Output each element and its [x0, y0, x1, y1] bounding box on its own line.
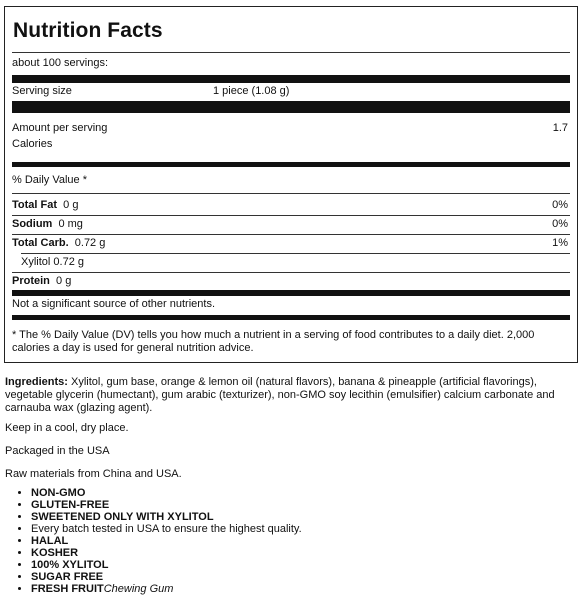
nutrient-amount: 0 g — [63, 199, 79, 211]
nutrient-name: Total Carb. — [12, 237, 69, 249]
nutrient-dv: 0% — [552, 218, 568, 230]
feature-text: NON-GMO — [31, 487, 86, 499]
nutrient-name: Xylitol — [21, 256, 51, 268]
feature-item — [31, 523, 302, 535]
serving-size-value: 1 piece (1.08 g) — [213, 85, 290, 97]
calories-label: Calories — [12, 138, 53, 150]
amount-per-serving-label: Amount per serving — [12, 122, 108, 134]
amount-per-serving-row — [12, 122, 570, 135]
feature-text: HALAL — [31, 535, 69, 547]
raw-materials: Raw materials from China and USA. — [5, 468, 182, 480]
storage-instruction: Keep in a cool, dry place. — [5, 422, 129, 434]
feature-item — [31, 559, 302, 571]
feature-item — [31, 571, 302, 583]
servings-per-container: about 100 servings: — [12, 57, 109, 69]
feature-text: KOSHER — [31, 547, 79, 559]
medium-divider — [12, 315, 570, 320]
not-significant-note: Not a significant source of other nutrients. — [12, 298, 215, 310]
feature-item — [31, 487, 302, 499]
serving-size-label: Serving size — [12, 85, 72, 97]
nutrient-name: Total Fat — [12, 199, 58, 211]
nutrient-dv: 0% — [552, 199, 568, 211]
nutrient-row-xylitol — [21, 256, 570, 269]
divider — [12, 52, 570, 53]
calories-value: 1.7 — [552, 122, 568, 134]
divider — [21, 253, 570, 254]
ingredients-label: Ingredients: — [5, 376, 68, 388]
feature-item — [31, 499, 302, 511]
feature-text: 100% XYLITOL — [31, 559, 109, 571]
nutrition-facts-panel — [4, 6, 578, 363]
feature-item — [31, 511, 302, 523]
daily-value-footnote: * The % Daily Value (DV) tells you how much a nutrient in a serving of food contributes to a daily diet. 2,000 calories a day is used for general nutrition advice. — [12, 329, 535, 354]
thick-divider — [12, 75, 570, 83]
serving-size-row — [12, 85, 570, 98]
feature-text: Every batch tested in USA to ensure the highest quality. — [31, 523, 302, 535]
feature-item — [31, 583, 302, 595]
medium-divider — [12, 290, 570, 296]
nutrient-amount: 0.72 g — [74, 237, 106, 249]
nutrient-dv: 1% — [552, 237, 568, 249]
nutrient-name: Protein — [12, 275, 50, 287]
feature-text: FRESH FRUIT — [31, 583, 104, 595]
feature-text: SUGAR FREE — [31, 571, 104, 583]
daily-value-header: % Daily Value * — [12, 174, 87, 186]
nutrient-row-protein — [12, 275, 570, 288]
packaged-in: Packaged in the USA — [5, 445, 110, 457]
feature-text: SWEETENED ONLY WITH XYLITOL — [31, 511, 214, 523]
feature-text: GLUTEN-FREE — [31, 499, 110, 511]
nutrient-row-total-fat — [12, 199, 570, 212]
divider — [12, 234, 570, 235]
divider — [12, 272, 570, 273]
nutrient-amount: 0.72 g — [53, 256, 84, 268]
divider — [12, 193, 570, 194]
nutrient-name: Sodium — [12, 218, 53, 230]
thick-divider — [12, 101, 570, 113]
feature-item — [31, 535, 302, 547]
feature-suffix: Chewing Gum — [103, 583, 174, 595]
nutrition-facts-title: Nutrition Facts — [13, 19, 163, 42]
nutrient-amount: 0 mg — [58, 218, 83, 230]
nutrient-amount: 0 g — [56, 275, 72, 287]
ingredients-paragraph — [5, 376, 580, 415]
ingredients-text: Xylitol, gum base, orange & lemon oil (natural flavors), banana & pineapple (artificial flavorings), vegetable glycerin (humectant), gum arabic (texturizer), non-GMO soy lecithin (emulsifier) calcium carbonate and carnauba wax (glazing agent). — [5, 376, 555, 414]
medium-divider — [12, 162, 570, 167]
feature-list — [5, 487, 302, 595]
nutrient-row-sodium — [12, 218, 570, 231]
nutrient-row-total-carb — [12, 237, 570, 250]
feature-item — [31, 547, 302, 559]
divider — [12, 215, 570, 216]
